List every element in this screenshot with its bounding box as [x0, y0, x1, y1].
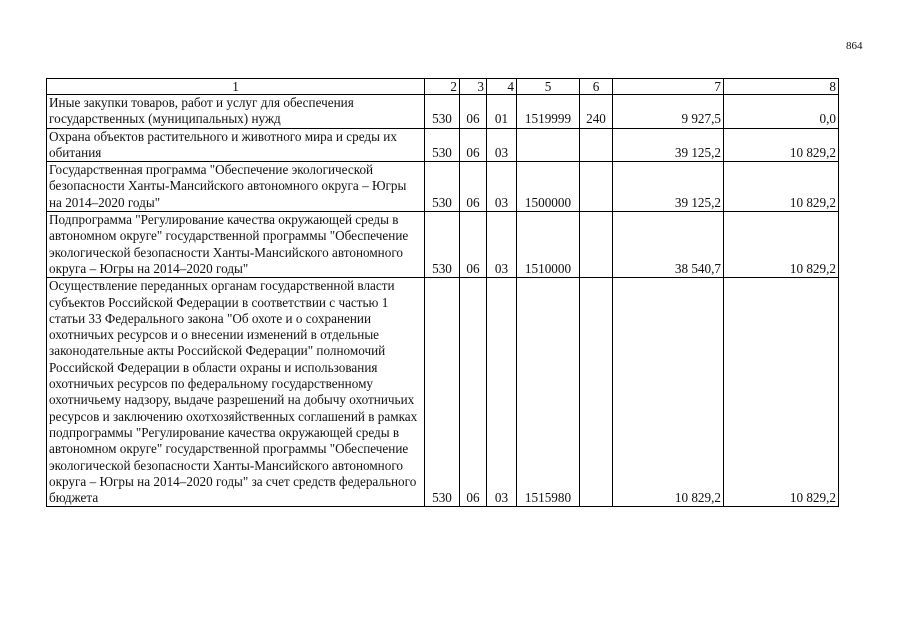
cell-col-3: 06	[460, 212, 487, 278]
cell-col-4: 03	[487, 128, 517, 162]
table-row	[47, 278, 839, 507]
cell-col-3: 06	[460, 162, 487, 212]
column-header-6: 6	[580, 79, 613, 95]
cell-col-5: 1500000	[517, 162, 580, 212]
column-header-5: 5	[517, 79, 580, 95]
cell-col-7: 39 125,2	[613, 128, 724, 162]
cell-col-7: 38 540,7	[613, 212, 724, 278]
cell-col-4: 03	[487, 162, 517, 212]
cell-col-5: 1510000	[517, 212, 580, 278]
cell-col-2: 530	[425, 212, 460, 278]
cell-col-4: 01	[487, 95, 517, 129]
cell-col-6	[580, 278, 613, 507]
cell-col-8: 10 829,2	[724, 128, 839, 162]
row-description: Охрана объектов растительного и животного мира и среды их обитания	[47, 128, 425, 162]
cell-col-4: 03	[487, 212, 517, 278]
table-row	[47, 212, 839, 278]
cell-col-8: 10 829,2	[724, 278, 839, 507]
cell-col-5: 1519999	[517, 95, 580, 129]
cell-col-3: 06	[460, 95, 487, 129]
column-header-1: 1	[47, 79, 425, 95]
cell-col-8: 10 829,2	[724, 162, 839, 212]
column-header-2: 2	[425, 79, 460, 95]
cell-col-6	[580, 128, 613, 162]
cell-col-2: 530	[425, 95, 460, 129]
cell-col-7: 10 829,2	[613, 278, 724, 507]
cell-col-3: 06	[460, 128, 487, 162]
cell-col-8: 0,0	[724, 95, 839, 129]
cell-col-6	[580, 162, 613, 212]
cell-col-2: 530	[425, 278, 460, 507]
budget-table	[46, 78, 839, 507]
row-description: Подпрограмма "Регулирование качества окружающей среды в автономном округе" государственной программы "Обеспечение экологической безопасности Ханты-Мансийского автономного округа – Югры на 2014–2020 годы"	[47, 212, 425, 278]
cell-col-2: 530	[425, 128, 460, 162]
cell-col-2: 530	[425, 162, 460, 212]
page-number: 864	[846, 40, 863, 52]
cell-col-7: 39 125,2	[613, 162, 724, 212]
column-header-3: 3	[460, 79, 487, 95]
table-row	[47, 162, 839, 212]
column-header-4: 4	[487, 79, 517, 95]
cell-col-7: 9 927,5	[613, 95, 724, 129]
cell-col-6: 240	[580, 95, 613, 129]
table-header-row	[47, 79, 839, 95]
table-row	[47, 128, 839, 162]
cell-col-4: 03	[487, 278, 517, 507]
cell-col-3: 06	[460, 278, 487, 507]
cell-col-8: 10 829,2	[724, 212, 839, 278]
row-description: Иные закупки товаров, работ и услуг для обеспечения государственных (муниципальных) нужд	[47, 95, 425, 129]
table-row	[47, 95, 839, 129]
cell-col-6	[580, 212, 613, 278]
row-description: Государственная программа "Обеспечение экологической безопасности Ханты-Мансийского автономного округа – Югры на 2014–2020 годы"	[47, 162, 425, 212]
cell-col-5	[517, 128, 580, 162]
column-header-7: 7	[613, 79, 724, 95]
row-description: Осуществление переданных органам государственной власти субъектов Российской Федерации в соответствии с частью 1 статьи 33 Федерального закона "Об охоте и о сохранении охотничьих ресурсов и о внесении изменений в отдельные законодательные акты Российской Федерации" полномочий Российской Федерации в области охраны и использования охотничьих ресурсов по федеральному государственному охотничьему надзору, выдаче разрешений на добычу охотничьих ресурсов и заключению охотхозяйственных соглашений в рамках подпрограммы "Регулирование качества окружающей среды в автономном округе" государственной программы "Обеспечение экологической безопасности Ханты-Мансийского автономного округа – Югры на 2014–2020 годы" за счет средств федерального бюджета	[47, 278, 425, 507]
cell-col-5: 1515980	[517, 278, 580, 507]
column-header-8: 8	[724, 79, 839, 95]
